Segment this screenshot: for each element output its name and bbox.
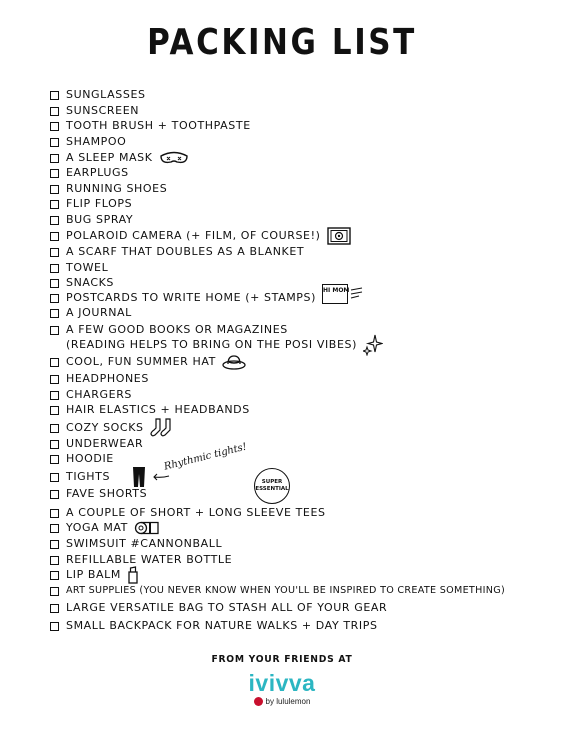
badge-text: SUPER ESSENTIAL [255, 479, 289, 492]
tights-note: Rhythmic tights! [163, 441, 248, 473]
postcard-text: HI MOM [322, 284, 348, 304]
list-item [50, 486, 147, 502]
checkbox[interactable] [50, 169, 59, 178]
tights-icon [132, 466, 146, 488]
super-essential-badge [254, 468, 290, 504]
list-item [50, 287, 364, 306]
sleep-mask-icon [159, 150, 189, 166]
list-item [50, 354, 246, 370]
list-item [50, 536, 222, 552]
checkbox[interactable] [50, 154, 59, 163]
checkbox[interactable] [50, 440, 59, 449]
checkbox[interactable] [50, 122, 59, 131]
list-item [50, 618, 378, 634]
list-item [50, 196, 132, 212]
checkbox[interactable] [50, 294, 59, 303]
list-item [50, 103, 139, 119]
lip-balm-icon [127, 566, 139, 584]
item-label: UNDERWEAR [66, 437, 144, 450]
list-item [50, 150, 189, 166]
list-item [50, 305, 132, 321]
checkbox[interactable] [50, 264, 59, 273]
checkbox[interactable] [50, 185, 59, 194]
socks-icon [150, 418, 176, 438]
checkbox[interactable] [50, 556, 59, 565]
list-item [50, 420, 176, 436]
list-item [50, 371, 149, 387]
list-item [50, 134, 126, 150]
list-item [50, 322, 288, 338]
item-label: FAVE SHORTS [66, 487, 148, 500]
sparkle-icon [363, 334, 383, 356]
polaroid-camera-icon [327, 226, 351, 246]
list-item [50, 583, 505, 599]
checkbox[interactable] [50, 571, 59, 580]
byline [0, 697, 564, 706]
item-label: COZY SOCKS [66, 421, 144, 434]
checkbox[interactable] [50, 358, 59, 367]
checkbox[interactable] [50, 248, 59, 257]
checkbox[interactable] [50, 200, 59, 209]
list-item [50, 436, 143, 452]
item-label: LIP BALM [66, 568, 121, 581]
checkbox[interactable] [50, 604, 59, 613]
item-label: A COUPLE OF SHORT + LONG SLEEVE TEES [66, 506, 326, 519]
item-label: HEADPHONES [66, 372, 149, 385]
checkbox[interactable] [50, 375, 59, 384]
checkbox[interactable] [50, 424, 59, 433]
item-label: EARPLUGS [66, 166, 129, 179]
checkbox[interactable] [50, 91, 59, 100]
checkbox[interactable] [50, 279, 59, 288]
checkbox[interactable] [50, 216, 59, 225]
item-label: ART SUPPLIES (YOU NEVER KNOW WHEN YOU'LL BE INSPIRED TO CREATE SOMETHING) [66, 585, 505, 596]
item-label: A JOURNAL [66, 306, 132, 319]
item-label: TOOTH BRUSH + TOOTHPASTE [66, 119, 251, 132]
item-label: SHAMPOO [66, 135, 127, 148]
item-label: A FEW GOOD BOOKS OR MAGAZINES [66, 323, 288, 336]
list-item-continuation [66, 337, 383, 353]
page-title: PACKING LIST [147, 22, 417, 63]
item-label: FLIP FLOPS [66, 197, 133, 210]
list-item [50, 275, 114, 291]
item-label: COOL, FUN SUMMER HAT [66, 355, 216, 368]
item-label: POLAROID CAMERA (+ FILM, OF COURSE!) [66, 229, 321, 242]
list-item [50, 118, 251, 134]
list-item [50, 451, 114, 467]
checkbox[interactable] [50, 473, 59, 482]
item-label: SUNSCREEN [66, 104, 140, 117]
checkbox[interactable] [50, 490, 59, 499]
item-label: TOWEL [66, 261, 109, 274]
arrow-left-icon [152, 472, 170, 482]
item-label: (READING HELPS TO BRING ON THE POSI VIBES) [66, 338, 357, 351]
item-label: SNACKS [66, 276, 115, 289]
list-item [50, 244, 304, 260]
list-item [50, 520, 160, 536]
item-label: HAIR ELASTICS + HEADBANDS [66, 403, 250, 416]
sun-hat-icon [222, 354, 246, 370]
byline-text: by lululemon [265, 697, 311, 706]
postcard-icon [322, 284, 364, 306]
checkbox[interactable] [50, 587, 59, 596]
item-label: REFILLABLE WATER BOTTLE [66, 553, 233, 566]
list-item [50, 387, 132, 403]
list-item [50, 469, 170, 485]
list-item [50, 600, 387, 616]
checkbox[interactable] [50, 138, 59, 147]
list-item [50, 87, 146, 103]
brand-name: ivivva [248, 670, 316, 696]
item-label: CHARGERS [66, 388, 133, 401]
list-item [50, 505, 326, 521]
item-label: HOODIE [66, 452, 114, 465]
checkbox[interactable] [50, 455, 59, 464]
checkbox[interactable] [50, 326, 59, 335]
footer-text: FROM YOUR FRIENDS AT [211, 654, 353, 665]
item-label: SUNGLASSES [66, 88, 146, 101]
item-label: LARGE VERSATILE BAG TO STASH ALL OF YOUR GEAR [66, 601, 388, 614]
list-item [50, 212, 133, 228]
checkbox[interactable] [50, 524, 59, 533]
yoga-mat-icon [134, 521, 160, 535]
item-label: RUNNING SHOES [66, 182, 168, 195]
list-item [50, 402, 250, 418]
item-label: SMALL BACKPACK FOR NATURE WALKS + DAY TRIPS [66, 619, 378, 632]
list-item [50, 567, 139, 583]
checkbox[interactable] [50, 540, 59, 549]
checkbox[interactable] [50, 107, 59, 116]
checkbox[interactable] [50, 232, 59, 241]
item-label: YOGA MAT [66, 521, 129, 534]
list-item [50, 228, 351, 244]
checkbox[interactable] [50, 309, 59, 318]
item-label: SWIMSUIT #CANNONBALL [66, 537, 223, 550]
list-item [50, 165, 129, 181]
list-item [50, 260, 108, 276]
checkbox[interactable] [50, 391, 59, 400]
checkbox[interactable] [50, 509, 59, 518]
lululemon-logo-icon [254, 697, 263, 706]
item-label: TIGHTS [66, 470, 111, 483]
item-label: A SLEEP MASK [66, 151, 153, 164]
item-label: A SCARF THAT DOUBLES AS A BLANKET [66, 245, 305, 258]
item-label: BUG SPRAY [66, 213, 134, 226]
postcard-lines-icon [350, 287, 364, 299]
ivivva-logo [0, 670, 564, 697]
checkbox[interactable] [50, 622, 59, 631]
checkbox[interactable] [50, 406, 59, 415]
list-item [50, 181, 167, 197]
item-label: POSTCARDS TO WRITE HOME (+ STAMPS) [66, 291, 316, 304]
list-item [50, 552, 232, 568]
